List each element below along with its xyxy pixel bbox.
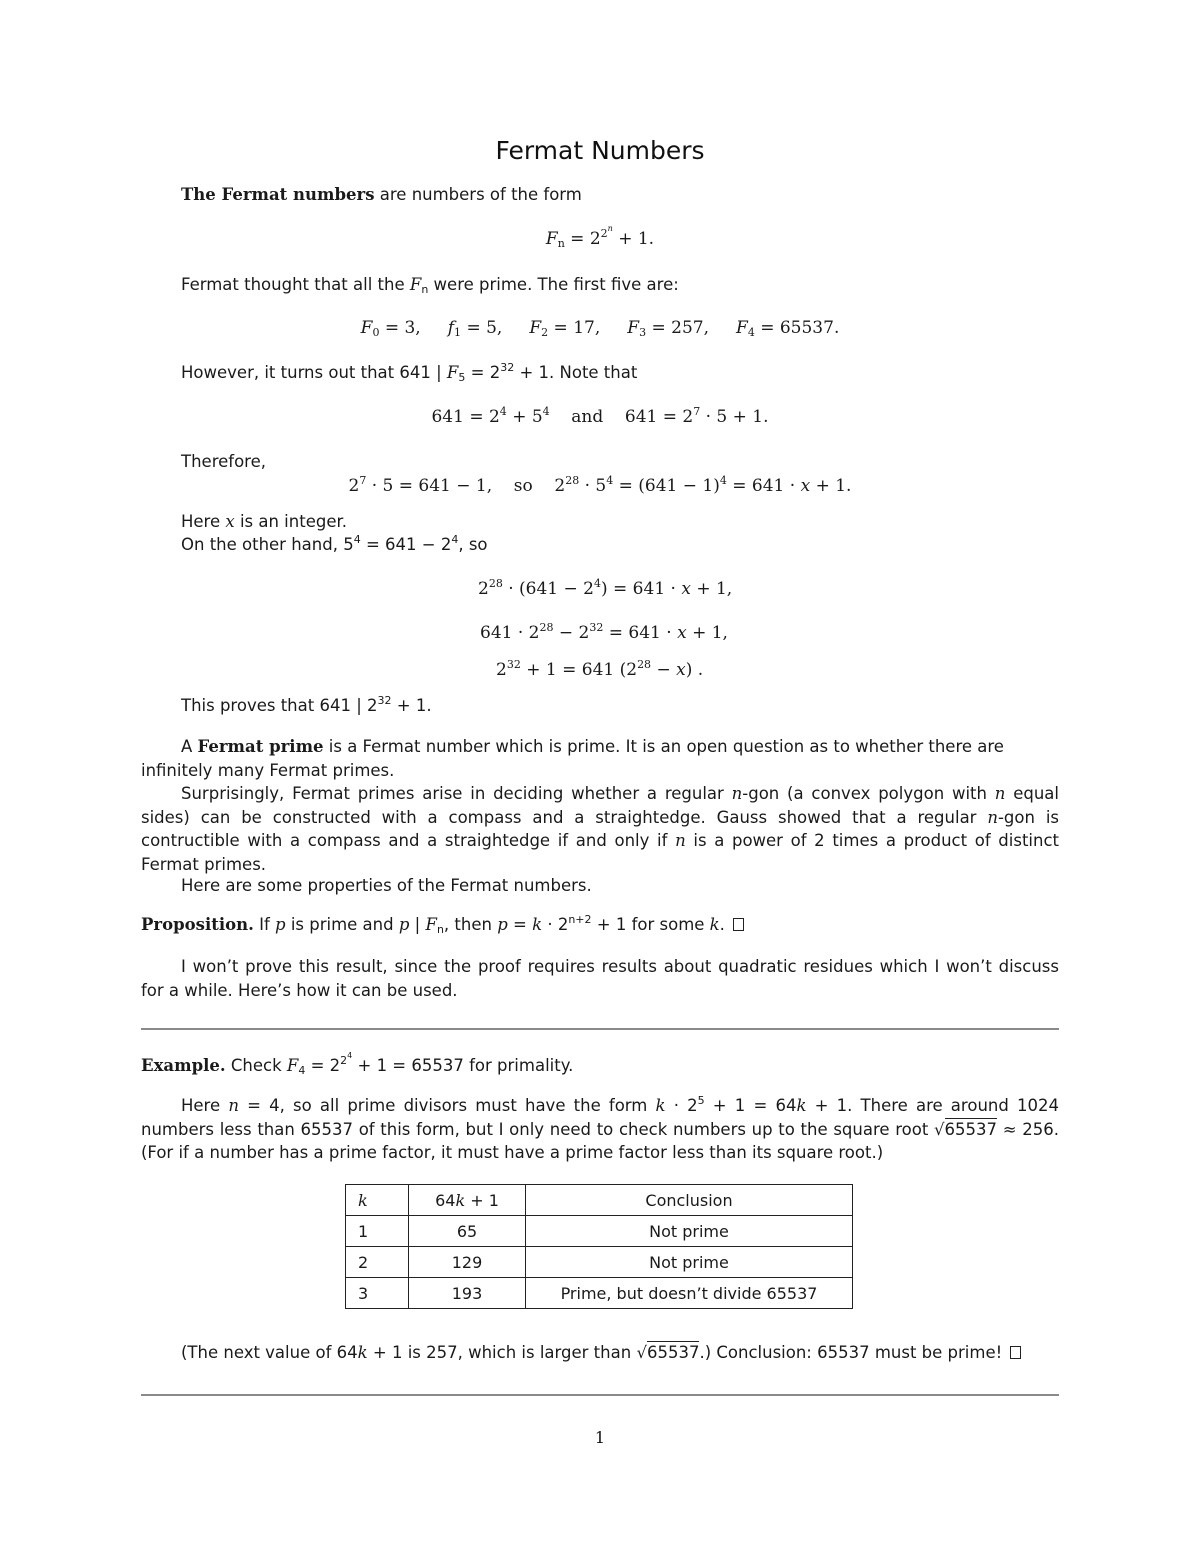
exp: 28: [565, 474, 580, 487]
fermat-prime-paragraph: A Fermat prime is a Fermat number which is prime. It is an open question as to whether there are infinitely many Fermat primes.: [141, 737, 1004, 780]
text: = 2: [465, 363, 501, 382]
align-eq-3: $2^{32} + 1 = 641$ $(2^{28} - x)$ .: [496, 658, 704, 680]
header-64k: 64k + 1: [409, 1185, 526, 1216]
text: + 1. Note that: [514, 363, 638, 382]
text: 641 = 2: [624, 407, 694, 427]
page-number: 1: [594, 1428, 606, 1447]
fermat-thought-line: [181, 275, 679, 294]
text: , so: [458, 535, 488, 554]
cell: Prime, but doesn’t divide 65537: [526, 1278, 853, 1309]
other-hand-line: [181, 535, 488, 554]
sub: 5: [458, 371, 466, 384]
intro-line: [181, 185, 582, 204]
text: This proves that 641 | 2: [181, 696, 378, 715]
text: = (641 − 1): [613, 476, 720, 496]
surprisingly-paragraph: Surprisingly, Fermat primes arise in deciding whether a regular n-gon (a convex polygon with n equal sides) can be constructed with a compass and a straightedge. Gauss showed that a regular n-gon is contructible with a compass and a straightedge if and only if n is a power of 2 times a product of distinct Fermat primes.: [141, 784, 1060, 874]
f2: $F_2 = 17$,: [529, 318, 601, 339]
horizontal-rule-bottom: [141, 1394, 1059, 1396]
eq-text: = 2: [564, 229, 601, 249]
eq-var: F: [545, 229, 558, 249]
equation-therefore: [0, 476, 1200, 496]
exp: 4: [353, 533, 361, 546]
term-fermat-numbers: The Fermat numbers: [181, 185, 375, 204]
eq-sup-base: 2: [600, 227, 608, 240]
f1: $f_1 = 5$,: [447, 318, 503, 339]
proposition: Proposition. If p is prime and p | $F_n$, then $p = k \cdot 2^{n+2} + 1$ for some k.: [141, 915, 744, 934]
align-eq-2: $641 \cdot 2^{28} - 2^{32} = 641 \cdot x + 1$,: [480, 621, 728, 643]
trial-division-table: [345, 1184, 853, 1309]
text: + 5: [506, 407, 543, 427]
table-header-row: [346, 1185, 853, 1216]
text: + 1.: [391, 696, 432, 715]
cell: 3: [346, 1278, 409, 1309]
exp: 4: [606, 474, 614, 487]
proposition-label: Proposition.: [141, 915, 254, 934]
f3: $F_3 = 257$,: [627, 318, 709, 339]
cell: 65: [409, 1216, 526, 1247]
text-so: so: [513, 476, 533, 496]
exp: 7: [359, 474, 367, 487]
text: · 5 = 641 − 1,: [366, 476, 493, 496]
var: F: [409, 275, 422, 294]
equation-first-five: [0, 318, 1200, 338]
text: 2: [554, 476, 566, 496]
exp: 4: [451, 533, 459, 546]
here-n-paragraph: Here n = 4, so all prime divisors must have the form $k \cdot 2^5 + 1 = 64k + 1$. There are around 1024 numbers less than 65537 of this form, but I only need to check numbers up to the square root √65537 ≈ 256. (For if a number has a prime factor, it must have a prime factor less than its square root.): [141, 1094, 1059, 1162]
text: is an integer.: [234, 512, 347, 531]
cell: 193: [409, 1278, 526, 1309]
exp: 4: [499, 405, 507, 418]
sqrt-value: 65537: [944, 1119, 998, 1139]
text: = 641 ·: [726, 476, 801, 496]
var: x: [800, 476, 811, 496]
text: On the other hand, 5: [181, 535, 354, 554]
var: x: [225, 512, 235, 531]
text: + 1.: [810, 476, 852, 496]
wont-prove-paragraph: I won’t prove this result, since the proof requires results about quadratic residues which I won’t discuss for a while. Here’s how it can be used.: [141, 957, 1059, 1000]
sqrt-value: 65537: [646, 1343, 700, 1362]
text: were prime. The first five are:: [428, 275, 679, 294]
exp: 4: [719, 474, 727, 487]
sub: n: [421, 283, 429, 296]
f0: $F_0 = 3$,: [360, 318, 421, 339]
header-conclusion: Conclusion: [526, 1185, 853, 1216]
qed-box-icon: [1010, 1346, 1021, 1359]
here-x-line: [181, 512, 347, 531]
text: · 5 + 1.: [700, 407, 769, 427]
text: Here: [181, 512, 226, 531]
exp: 32: [500, 361, 515, 374]
cell: 1: [346, 1216, 409, 1247]
conclusion-line: (The next value of 64k + 1 is 257, which is larger than √65537.) Conclusion: 65537 must be prime!: [181, 1343, 1021, 1362]
page-title: Fermat Numbers: [495, 136, 705, 165]
horizontal-rule-top: [141, 1028, 1059, 1030]
text: 2: [348, 476, 360, 496]
var: F: [446, 363, 459, 382]
eq-tail: + 1.: [612, 229, 655, 249]
cell: 129: [409, 1247, 526, 1278]
text: · 5: [579, 476, 607, 496]
text: However, it turns out that 641 |: [181, 363, 447, 382]
however-line: [181, 363, 637, 382]
exp: 7: [693, 405, 701, 418]
exp: 4: [542, 405, 550, 418]
proves-line: [181, 696, 432, 715]
cell: 2: [346, 1247, 409, 1278]
qed-box-icon: [733, 918, 744, 931]
text: Fermat thought that all the: [181, 275, 410, 294]
text-and: and: [571, 407, 604, 427]
exp: 32: [377, 694, 392, 707]
properties-line: Here are some properties of the Fermat numbers.: [181, 876, 592, 895]
table-row: [346, 1216, 853, 1247]
intro-text: are numbers of the form: [374, 185, 582, 204]
therefore-label: Therefore,: [181, 452, 266, 471]
term-fermat-prime: Fermat prime: [197, 737, 324, 756]
align-eq-1: $2^{28} \cdot (641 - 2^4) = 641 \cdot x + 1$,: [478, 577, 733, 599]
example-line: Example. Check $F_4 = 2^{2^4} + 1 = 65537$ for primality.: [141, 1051, 574, 1077]
header-k: k: [346, 1185, 409, 1216]
example-label: Example.: [141, 1056, 226, 1075]
table-row: [346, 1278, 853, 1309]
equation-definition: [0, 224, 1200, 250]
eq-sup-exp: n: [607, 224, 613, 233]
eq-sub: n: [557, 237, 565, 250]
table-row: [346, 1247, 853, 1278]
cell: Not prime: [526, 1247, 853, 1278]
text: = 641 − 2: [360, 535, 452, 554]
equation-note: [0, 407, 1200, 427]
f4: $F_4 = 65537$.: [736, 318, 840, 339]
text: 641 = 2: [431, 407, 500, 427]
cell: Not prime: [526, 1216, 853, 1247]
